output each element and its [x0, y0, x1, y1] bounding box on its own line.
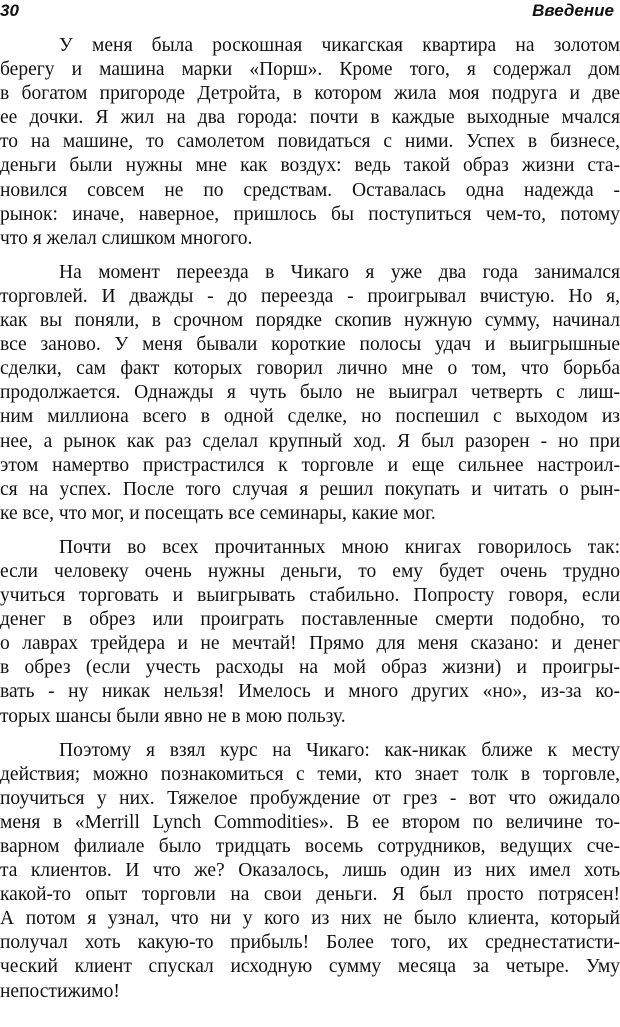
page-header — [0, 0, 620, 26]
text-line: получал хоть какую-то прибыль! Более того, их среднестатисти- — [0, 932, 620, 954]
text-line: меня в «Merrill Lynch Commodities». В ее втором по величине то- — [0, 811, 620, 833]
text-line: торых шансы были явно не в мою пользу. — [0, 705, 346, 727]
text-line: в обрез (если учесть расходы на мой образ жизни) и проигры- — [0, 657, 620, 679]
text-line: как вы поняли, в срочном порядке скопив нужную сумму, начинал — [0, 310, 620, 332]
text-line: продолжается. Однажды я чуть было не выиграл четверть с лиш- — [0, 382, 620, 404]
text-line: все заново. У меня бывали короткие полосы удач и выигрышные — [0, 334, 620, 356]
paragraph — [0, 34, 620, 251]
text-line: учиться торговать и выигрывать стабильно. Попросту говоря, если — [0, 585, 620, 607]
paragraph — [0, 536, 620, 729]
text-line: то на машине, то самолетом повидаться с ними. Успех в бизнесе, — [0, 131, 620, 153]
text-line: вать - ну никак нельзя! Имелось и много других «но», из-за ко- — [0, 681, 620, 703]
text-line: А потом я узнал, что ни у кого из них не было клиента, который — [0, 908, 620, 930]
text-line: в богатом пригороде Детройта, в котором жила моя подруга и две — [0, 83, 620, 105]
text-line: о лаврах трейдера и не мечтай! Прямо для меня сказано: и денег — [0, 633, 620, 655]
text-line: поучиться у них. Тяжелое пробуждение от грез - вот что ожидало — [0, 787, 620, 809]
paragraph — [0, 739, 620, 1004]
text-line: Поэтому я взял курс на Чикаго: как-никак ближе к месту — [59, 739, 620, 761]
text-line: торговлей. И дважды - до переезда - проигрывал вчистую. Но я, — [0, 285, 620, 307]
text-line: этом намертво пристрастился к торговле и еще сильнее настроил- — [0, 454, 620, 476]
running-head: Введение — [532, 1, 614, 20]
text-line: та клиентов. И что же? Оказалось, лишь один из них имел хоть — [0, 860, 620, 882]
text-line: варном филиале было тридцать восемь сотрудников, ведущих сче- — [0, 836, 620, 857]
text-line: действия; можно познакомиться с теми, кто знает толк в торговле, — [0, 763, 620, 785]
text-line: рынок: иначе, наверное, пришлось бы поступиться чем-то, потому — [0, 203, 620, 225]
text-line: На момент переезда в Чикаго я уже два года занимался — [59, 261, 620, 283]
body-text — [0, 34, 620, 1014]
text-line: что я желал слишком многого. — [0, 227, 253, 249]
page-number: 30 — [0, 1, 19, 20]
text-line: ее дочки. Я жил на два города: почти в каждые выходные мчался — [0, 107, 620, 129]
text-line: какой-то опыт торговли на свои деньги. Я был просто потрясен! — [0, 884, 620, 906]
text-line: ся на успех. После того случая я решил покупать и читать о рын- — [0, 478, 620, 500]
text-line: новился совсем не по средствам. Оставалась одна надежда - — [0, 179, 620, 201]
text-line: ним миллиона всего в одной сделке, но поспешил с выходом из — [0, 406, 620, 428]
text-line: ческий клиент спускал исходную сумму месяца за четыре. Уму — [0, 956, 620, 978]
text-line: сделки, сам факт которых говорил лично мне о том, что борьба — [0, 358, 620, 380]
text-line: Почти во всех прочитанных мною книгах говорилось так: — [59, 536, 620, 558]
text-line: нее, а рынок как раз сделал крупный ход. Я был разорен - но при — [0, 430, 620, 452]
text-line: ке все, что мог, и посещать все семинары, какие мог. — [0, 502, 436, 524]
text-line: деньги были нужны мне как воздух: ведь такой образ жизни ста- — [0, 155, 620, 177]
text-line: непостижимо! — [0, 980, 120, 1002]
text-line: У меня была роскошная чикагская квартира на золотом — [59, 35, 620, 56]
text-line: денег в обрез или проиграть поставленные смерти подобно, то — [0, 609, 620, 631]
text-line: если человеку очень нужны деньги, то ему будет очень трудно — [0, 560, 620, 582]
text-line: берегу и машина марки «Порш». Кроме того, я содержал дом — [0, 59, 620, 81]
paragraph — [0, 261, 620, 526]
